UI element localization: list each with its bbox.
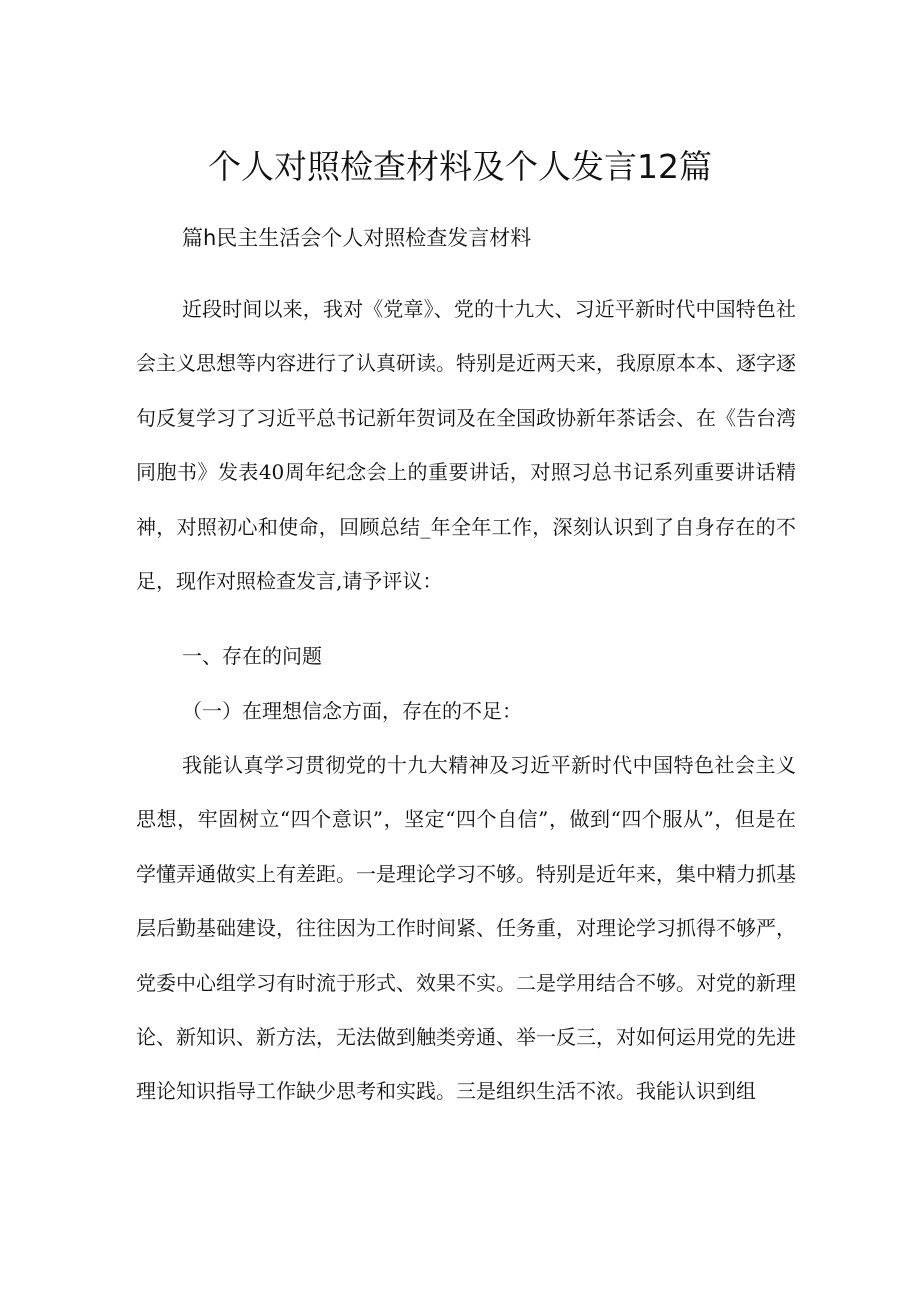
subsection-heading: （一）在理想信念方面，存在的不足： — [182, 699, 522, 723]
document-title: 个人对照检查材料及个人发言12篇 — [208, 147, 712, 186]
body-paragraph: 近段时间以来，我对《党章》、党的十九大、习近平新时代中国特色社会主义思想等内容进行了认真研读。特别是近两天来，我原原本本、逐字逐句反复学习了习近平总书记新年贺词及在全国政协新年茶话会、在《告台湾同胞书》发表40周年纪念会上的重要讲话，对照习总书记系列重要讲话精神，对照初心和使命，回顾总结_年全年工作，深刻认识到了自身存在的不足，现作对照检查发言,请予评议： — [136, 297, 796, 594]
section-heading: 一、存在的问题 — [182, 644, 322, 668]
document-subtitle: 篇h民主生活会个人对照检查发言材料 — [182, 226, 532, 250]
body-paragraph: 我能认真学习贯彻党的十九大精神及习近平新时代中国特色社会主义思想，牢固树立“四个意识”，坚定“四个自信”，做到“四个服从”，但是在学懂弄通做实上有差距。一是理论学习不够。特别是近年来，集中精力抓基层后勤基础建设，往往因为工作时间紧、任务重，对理论学习抓得不够严，党委中心组学习有时流于形式、效果不实。二是学用结合不够。对党的新理论、新知识、新方法，无法做到触类旁通、举一反三，对如何运用党的先进理论知识指导工作缺少思考和实践。三是组织生活不浓。我能认识到组 — [136, 753, 796, 1104]
